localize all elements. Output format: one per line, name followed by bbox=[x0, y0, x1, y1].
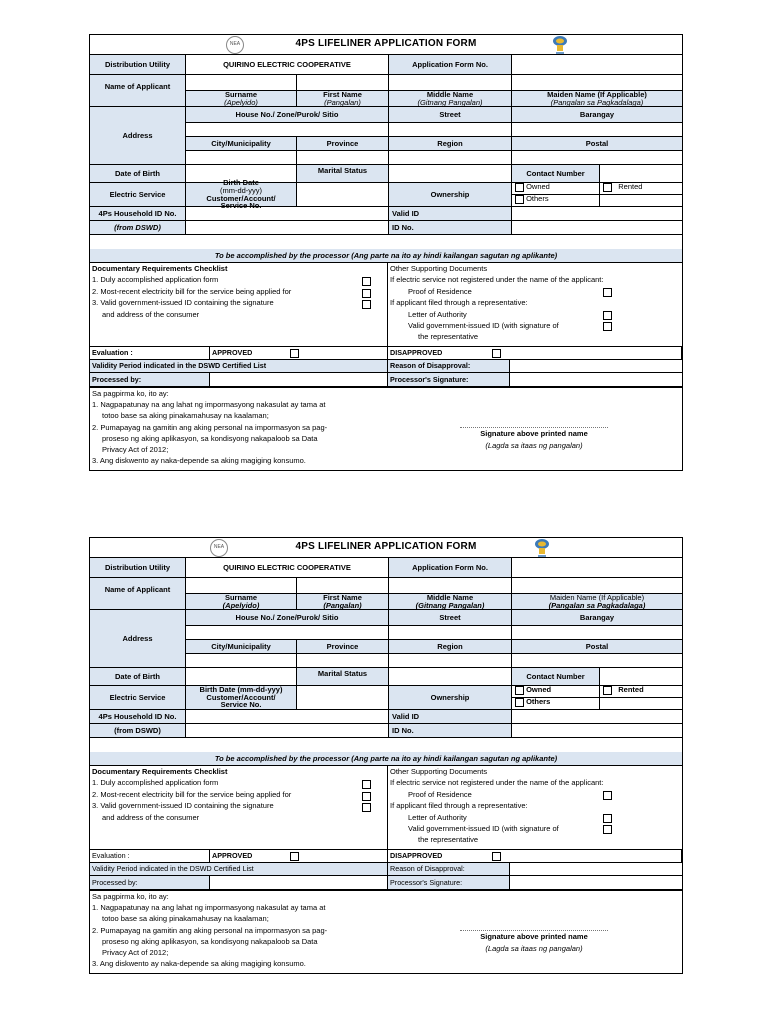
ownership-label: Ownership bbox=[389, 183, 512, 207]
consent-2-cont-2: Privacy Act of 2012; bbox=[102, 445, 169, 455]
address-label: Address bbox=[90, 107, 186, 165]
reason-disapproval-field[interactable] bbox=[510, 863, 682, 876]
from-dswd-label: (from DSWD) bbox=[90, 724, 186, 738]
others-option[interactable]: Others bbox=[512, 698, 600, 710]
checklist-item-2: 2. Most-recent electricity bill for the service being applied for bbox=[92, 789, 292, 799]
maiden-name-label: Maiden Name (If Applicable) (Pangalan sa Pagkadalaga) bbox=[512, 91, 682, 107]
processor-signature-field[interactable] bbox=[510, 373, 682, 386]
letter-authority-text: Letter of Authority bbox=[408, 309, 467, 319]
validity-period-label: Validity Period indicated in the DSWD Certified List bbox=[90, 863, 388, 876]
processed-by-label: Processed by: bbox=[90, 373, 210, 386]
province-field[interactable] bbox=[297, 151, 389, 165]
marital-status-field[interactable] bbox=[389, 668, 512, 686]
rented-option[interactable]: Rented bbox=[600, 183, 682, 195]
checklist-2-checkbox[interactable] bbox=[362, 289, 371, 298]
disapproved-option[interactable]: DISAPPROVED bbox=[388, 850, 682, 863]
surname-field[interactable] bbox=[186, 75, 297, 91]
application-form-no-label: Application Form No. bbox=[389, 558, 512, 578]
id-no-label: ID No. bbox=[389, 221, 512, 235]
approved-option[interactable]: APPROVED bbox=[210, 347, 388, 360]
ownership-label: Ownership bbox=[389, 686, 512, 710]
house-no-label: House No./ Zone/Purok/ Sitio bbox=[186, 107, 389, 123]
proof-residence-text: Proof of Residence bbox=[408, 286, 472, 296]
city-field[interactable] bbox=[186, 654, 297, 668]
checklist-item-1: 1. Duly accomplished application form bbox=[92, 275, 219, 285]
valid-id-rep-checkbox[interactable] bbox=[603, 825, 612, 834]
application-form-2 bbox=[89, 537, 683, 974]
city-field[interactable] bbox=[186, 151, 297, 165]
consent-1-cont: totoo base sa aking pinakamahusay na kaalaman; bbox=[102, 914, 269, 924]
customer-account-field[interactable] bbox=[297, 183, 389, 207]
others-checkbox[interactable] bbox=[515, 698, 524, 707]
customer-account-label: Birth Date (mm-dd-yyy) Customer/Account/ Service No. bbox=[186, 183, 297, 207]
form-grid bbox=[90, 35, 682, 249]
application-form-no-label: Application Form No. bbox=[389, 55, 512, 75]
distribution-utility-value: QUIRINO ELECTRIC COOPERATIVE bbox=[186, 558, 389, 578]
reason-disapproval-field[interactable] bbox=[510, 360, 682, 373]
checklist-item-3: 3. Valid government-issued ID containing the signature bbox=[92, 298, 274, 308]
checklist-3-checkbox[interactable] bbox=[362, 803, 371, 812]
street-field[interactable] bbox=[389, 626, 512, 640]
processed-by-label: Processed by: bbox=[90, 876, 210, 889]
approved-checkbox[interactable] bbox=[290, 349, 299, 358]
checklist-1-checkbox[interactable] bbox=[362, 277, 371, 286]
proof-residence-text: Proof of Residence bbox=[408, 789, 472, 799]
street-label: Street bbox=[389, 107, 512, 123]
reason-disapproval-label: Reason of Disapproval: bbox=[388, 863, 510, 876]
valid-id-rep-text: Valid government-issued ID (with signature of bbox=[408, 321, 559, 331]
region-label: Region bbox=[389, 137, 512, 151]
valid-id-rep-text-cont: the representative bbox=[418, 835, 479, 845]
first-name-field[interactable] bbox=[297, 578, 389, 594]
filed-through-text: If applicant filed through a representative: bbox=[390, 801, 528, 811]
valid-id-rep-checkbox[interactable] bbox=[603, 322, 612, 331]
owned-option[interactable]: Owned bbox=[512, 686, 600, 698]
street-label: Street bbox=[389, 610, 512, 626]
household-id-field[interactable] bbox=[186, 207, 389, 221]
owned-checkbox[interactable] bbox=[515, 183, 524, 192]
house-no-field[interactable] bbox=[186, 626, 389, 640]
postal-label: Postal bbox=[512, 137, 682, 151]
region-field[interactable] bbox=[389, 654, 512, 668]
middle-name-label: Middle Name (Gitnang Pangalan) bbox=[389, 594, 512, 610]
street-field[interactable] bbox=[389, 123, 512, 137]
checklist-1-checkbox[interactable] bbox=[362, 780, 371, 789]
household-id-field-2[interactable] bbox=[186, 221, 389, 235]
processor-banner: To be accomplished by the processor (Ang parte na ito ay hindi kailangan sagutan ng aplikante) bbox=[90, 752, 682, 766]
contact-number-label: Contact Number bbox=[512, 165, 600, 183]
filed-through-text: If applicant filed through a representative: bbox=[390, 298, 528, 308]
other-supporting-docs bbox=[388, 766, 682, 849]
maiden-name-field[interactable] bbox=[512, 578, 682, 594]
middle-name-label: Middle Name (Gitnang Pangalan) bbox=[389, 91, 512, 107]
nea-seal-icon: NEA bbox=[226, 36, 244, 54]
valid-id-label: Valid ID bbox=[389, 710, 512, 724]
processor-signature-label: Processor's Signature: bbox=[388, 876, 510, 889]
province-label: Province bbox=[297, 640, 389, 654]
evaluation-label: Evaluation : bbox=[90, 347, 210, 360]
distribution-utility-label: Distribution Utility bbox=[90, 558, 186, 578]
application-form-no-field[interactable] bbox=[512, 558, 682, 578]
not-registered-text: If electric service not registered under the name of the applicant: bbox=[390, 778, 604, 788]
nea-seal-icon: NEA bbox=[210, 539, 228, 557]
region-label: Region bbox=[389, 640, 512, 654]
form-title: 4PS LIFELINER APPLICATION FORM bbox=[295, 38, 477, 50]
consent-2: 2. Pumapayag na gamitin ang aking personal na impormasyon sa pag- bbox=[92, 422, 328, 432]
consent-intro: Sa pagpirma ko, ito ay: bbox=[92, 389, 169, 398]
not-registered-text: If electric service not registered under the name of the applicant: bbox=[390, 275, 604, 285]
electric-service-label: Electric Service bbox=[90, 686, 186, 710]
consent-2-cont: proseso ng aking aplikasyon, sa kondisyong nakapaloob sa Data bbox=[102, 433, 318, 443]
surname-field[interactable] bbox=[186, 578, 297, 594]
household-id-field[interactable] bbox=[186, 710, 389, 724]
province-field[interactable] bbox=[297, 654, 389, 668]
id-no-field[interactable] bbox=[512, 724, 682, 738]
date-of-birth-label: Date of Birth bbox=[90, 165, 186, 183]
household-id-label: 4Ps Household ID No. bbox=[90, 710, 186, 724]
other-supporting-docs bbox=[388, 263, 682, 346]
distribution-utility-label: Distribution Utility bbox=[90, 55, 186, 75]
house-no-label: House No./ Zone/Purok/ Sitio bbox=[186, 610, 389, 626]
maiden-name-label: Maiden Name (If Applicable) (Pangalan sa Pagkadalaga) bbox=[512, 594, 682, 610]
mascot-logo-icon bbox=[549, 35, 571, 55]
disapproved-option[interactable]: DISAPPROVED bbox=[388, 347, 682, 360]
barangay-label: Barangay bbox=[512, 107, 682, 123]
consent-section bbox=[90, 890, 682, 973]
contact-number-field[interactable] bbox=[600, 668, 682, 686]
processed-by-field[interactable] bbox=[210, 373, 388, 386]
name-of-applicant-label: Name of Applicant bbox=[90, 75, 186, 107]
evaluation-section bbox=[90, 850, 682, 890]
middle-name-field[interactable] bbox=[389, 75, 512, 91]
others-specify-field[interactable] bbox=[600, 698, 682, 710]
barangay-field[interactable] bbox=[512, 626, 682, 640]
postal-field[interactable] bbox=[512, 151, 682, 165]
disapproved-checkbox[interactable] bbox=[492, 852, 501, 861]
marital-status-label: Marital Status bbox=[297, 165, 389, 183]
first-name-label: First Name (Pangalan) bbox=[297, 594, 389, 610]
checklist-item-2: 2. Most-recent electricity bill for the service being applied for bbox=[92, 286, 292, 296]
id-no-label: ID No. bbox=[389, 724, 512, 738]
reason-disapproval-label: Reason of Disapproval: bbox=[388, 360, 510, 373]
valid-id-field[interactable] bbox=[512, 207, 682, 221]
signature-local-label: (Lagda sa itaas ng pangalan) bbox=[485, 944, 583, 953]
id-no-field[interactable] bbox=[512, 221, 682, 235]
letter-authority-checkbox[interactable] bbox=[603, 814, 612, 823]
city-label: City/Municipality bbox=[186, 137, 297, 151]
first-name-label: First Name (Pangalan) bbox=[297, 91, 389, 107]
consent-1: 1. Nagpapatunay na ang lahat ng impormasyong nakasulat ay tama at bbox=[92, 400, 326, 410]
from-dswd-label: (from DSWD) bbox=[90, 221, 186, 235]
letter-authority-text: Letter of Authority bbox=[408, 812, 467, 822]
barangay-label: Barangay bbox=[512, 610, 682, 626]
approved-option[interactable]: APPROVED bbox=[210, 850, 388, 863]
address-label: Address bbox=[90, 610, 186, 668]
distribution-utility-value: QUIRINO ELECTRIC COOPERATIVE bbox=[186, 55, 389, 75]
signature-label: Signature above printed name bbox=[480, 429, 588, 438]
proof-residence-checkbox[interactable] bbox=[603, 288, 612, 297]
others-option[interactable]: Others bbox=[512, 195, 600, 207]
owned-option[interactable]: Owned bbox=[512, 183, 600, 195]
checklist-item-3: 3. Valid government-issued ID containing the signature bbox=[92, 801, 274, 811]
valid-id-label: Valid ID bbox=[389, 207, 512, 221]
house-no-field[interactable] bbox=[186, 123, 389, 137]
processor-signature-field[interactable] bbox=[510, 876, 682, 889]
surname-label: Surname (Apelyido) bbox=[186, 91, 297, 107]
form-title: 4PS LIFELINER APPLICATION FORM bbox=[295, 541, 477, 553]
signature-label: Signature above printed name bbox=[480, 932, 588, 941]
rented-option[interactable]: Rented bbox=[600, 686, 682, 698]
application-form-1 bbox=[89, 34, 683, 471]
others-checkbox[interactable] bbox=[515, 195, 524, 204]
province-label: Province bbox=[297, 137, 389, 151]
region-field[interactable] bbox=[389, 151, 512, 165]
rented-checkbox[interactable] bbox=[603, 183, 612, 192]
name-of-applicant-label: Name of Applicant bbox=[90, 578, 186, 610]
checklist-title: Documentary Requirements Checklist bbox=[92, 264, 228, 273]
surname-label: Surname (Apelyido) bbox=[186, 594, 297, 610]
checklist-title: Documentary Requirements Checklist bbox=[92, 767, 228, 776]
date-of-birth-label: Date of Birth bbox=[90, 668, 186, 686]
documentary-checklist bbox=[90, 766, 388, 849]
checklist-item-3-cont: and address of the consumer bbox=[102, 309, 200, 319]
checklist-2-checkbox[interactable] bbox=[362, 792, 371, 801]
consent-2: 2. Pumapayag na gamitin ang aking personal na impormasyon sa pag- bbox=[92, 925, 328, 935]
form-title-bar bbox=[90, 35, 682, 55]
rented-checkbox[interactable] bbox=[603, 686, 612, 695]
marital-status-field[interactable] bbox=[389, 165, 512, 183]
letter-authority-checkbox[interactable] bbox=[603, 311, 612, 320]
other-docs-title: Other Supporting Documents bbox=[390, 264, 488, 273]
form-grid bbox=[90, 538, 682, 752]
form-title-bar bbox=[90, 538, 682, 558]
customer-account-label: Birth Date (mm-dd-yyy) Customer/Account/ Service No. bbox=[186, 686, 297, 710]
postal-field[interactable] bbox=[512, 654, 682, 668]
middle-name-field[interactable] bbox=[389, 578, 512, 594]
electric-service-label: Electric Service bbox=[90, 183, 186, 207]
documents-section bbox=[90, 263, 682, 347]
evaluation-section bbox=[90, 347, 682, 387]
validity-period-label: Validity Period indicated in the DSWD Certified List bbox=[90, 360, 388, 373]
consent-2-cont-2: Privacy Act of 2012; bbox=[102, 948, 169, 958]
barangay-field[interactable] bbox=[512, 123, 682, 137]
maiden-name-field[interactable] bbox=[512, 75, 682, 91]
application-form-no-field[interactable] bbox=[512, 55, 682, 75]
other-docs-title: Other Supporting Documents bbox=[390, 767, 488, 776]
marital-status-label: Marital Status bbox=[297, 668, 389, 686]
owned-checkbox[interactable] bbox=[515, 686, 524, 695]
proof-residence-checkbox[interactable] bbox=[603, 791, 612, 800]
postal-label: Postal bbox=[512, 640, 682, 654]
consent-section bbox=[90, 387, 682, 470]
processor-signature-label: Processor's Signature: bbox=[388, 373, 510, 386]
processor-banner: To be accomplished by the processor (Ang parte na ito ay hindi kailangan sagutan ng aplikante) bbox=[90, 249, 682, 263]
date-of-birth-field[interactable] bbox=[186, 668, 297, 686]
consent-3: 3. Ang diskwento ay naka-depende sa aking magiging konsumo. bbox=[92, 456, 306, 466]
documentary-checklist bbox=[90, 263, 388, 346]
documents-section bbox=[90, 766, 682, 850]
customer-account-field[interactable] bbox=[297, 686, 389, 710]
city-label: City/Municipality bbox=[186, 640, 297, 654]
evaluation-label: Evaluation : bbox=[90, 850, 210, 863]
contact-number-field[interactable] bbox=[600, 165, 682, 183]
consent-1: 1. Nagpapatunay na ang lahat ng impormasyong nakasulat ay tama at bbox=[92, 903, 326, 913]
valid-id-rep-text: Valid government-issued ID (with signature of bbox=[408, 824, 559, 834]
first-name-field[interactable] bbox=[297, 75, 389, 91]
consent-1-cont: totoo base sa aking pinakamahusay na kaalaman; bbox=[102, 411, 269, 421]
disapproved-checkbox[interactable] bbox=[492, 349, 501, 358]
valid-id-field[interactable] bbox=[512, 710, 682, 724]
checklist-3-checkbox[interactable] bbox=[362, 300, 371, 309]
signature-local-label: (Lagda sa itaas ng pangalan) bbox=[485, 441, 583, 450]
mascot-logo-icon bbox=[531, 538, 553, 558]
checklist-item-3-cont: and address of the consumer bbox=[102, 812, 200, 822]
consent-3: 3. Ang diskwento ay naka-depende sa aking magiging konsumo. bbox=[92, 959, 306, 969]
others-specify-field[interactable] bbox=[600, 195, 682, 207]
approved-checkbox[interactable] bbox=[290, 852, 299, 861]
valid-id-rep-text-cont: the representative bbox=[418, 332, 479, 342]
household-id-label: 4Ps Household ID No. bbox=[90, 207, 186, 221]
contact-number-label: Contact Number bbox=[512, 668, 600, 686]
household-id-field-2[interactable] bbox=[186, 724, 389, 738]
processed-by-field[interactable] bbox=[210, 876, 388, 889]
checklist-item-1: 1. Duly accomplished application form bbox=[92, 778, 219, 788]
consent-2-cont: proseso ng aking aplikasyon, sa kondisyong nakapaloob sa Data bbox=[102, 936, 318, 946]
consent-intro: Sa pagpirma ko, ito ay: bbox=[92, 892, 169, 901]
